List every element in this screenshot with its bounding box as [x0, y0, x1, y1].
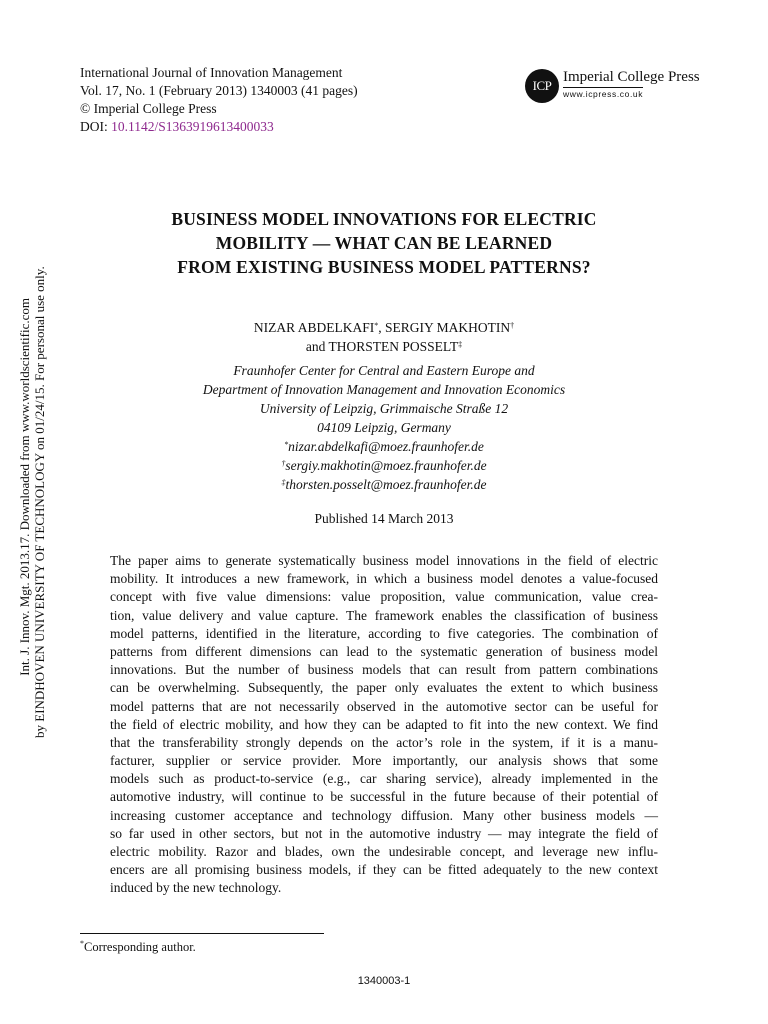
- title-line: BUSINESS MODEL INNOVATIONS FOR ELECTRIC: [171, 209, 597, 229]
- abstract-line: induced by the new technology.: [110, 880, 282, 896]
- abstract-line: model patterns that are not necessarily observed in the automotive sector can be useful for: [110, 698, 658, 714]
- author-email: [110, 456, 658, 475]
- abstract-line: tion, value delivery and value capture. The framework enables the classification of business: [110, 607, 658, 623]
- abstract-line: innovations. But the number of business models that can result from pattern combinations: [110, 662, 658, 678]
- abstract-line: patterns from different dimensions can lead to the systematic generation of business model: [110, 643, 658, 659]
- author-email: [110, 437, 658, 456]
- footnote-mark: *: [80, 939, 84, 948]
- author-mark: *: [374, 321, 379, 330]
- author-name: NIZAR ABDELKAFI: [253, 320, 375, 335]
- publisher-url: www.icpress.co.uk: [563, 89, 644, 99]
- publisher-logo: [525, 66, 700, 100]
- doi-label: DOI:: [80, 119, 108, 134]
- title-line: MOBILITY — WHAT CAN BE LEARNED: [215, 233, 553, 253]
- download-side-note: [17, 266, 47, 738]
- abstract-line: electric mobility. Razor and blades, own the undesirable concept, and leverage new influ-: [110, 844, 658, 859]
- email-address[interactable]: sergiy.makhotin@moez.fraunhofer.de: [285, 458, 487, 473]
- side-note-line-1: Int. J. Innov. Mgt. 2013.17. Downloaded from www.worldscientific.com: [17, 298, 32, 676]
- abstract: [110, 552, 658, 898]
- email-mark: *: [284, 440, 289, 449]
- author-list: [110, 318, 658, 356]
- journal-volume: Vol. 17, No. 1 (February 2013) 1340003 (41 pages): [80, 83, 358, 98]
- abstract-line: encers are all promising business models, if they can be fitted adequately to the new context: [110, 862, 658, 878]
- journal-header: [80, 64, 358, 136]
- title-line: FROM EXISTING BUSINESS MODEL PATTERNS?: [177, 257, 591, 277]
- abstract-line: the field of electric mobility, and how they can be adapted to fit into the new context. We find: [110, 716, 658, 732]
- email-mark: †: [281, 459, 286, 468]
- publication-date: Published 14 March 2013: [314, 511, 454, 526]
- page-number: 1340003-1: [357, 975, 411, 987]
- email-address[interactable]: thorsten.posselt@moez.fraunhofer.de: [285, 477, 487, 492]
- icp-logo-icon: ICP: [525, 69, 559, 103]
- footnote-text: Corresponding author.: [84, 940, 196, 954]
- abstract-line: model patterns, identified in the literature, according to five categories. The combination of: [110, 625, 658, 641]
- publisher-name: Imperial College Press: [563, 69, 700, 85]
- paper-title: [110, 207, 658, 279]
- affiliation-line: 04109 Leipzig, Germany: [317, 420, 451, 435]
- affiliation-line: Department of Innovation Management and Innovation Economics: [202, 382, 566, 397]
- abstract-line: that the transferability strongly depends on the actor’s role in the system, if it is a manu-: [110, 734, 658, 750]
- author-line-1: [110, 318, 658, 337]
- author-name: THORSTEN POSSELT: [328, 339, 459, 354]
- email-mark: ‡: [281, 478, 286, 487]
- journal-name: International Journal of Innovation Management: [80, 65, 343, 80]
- abstract-line: automotive industry, will continue to be successful in the future because of their potential of: [110, 789, 658, 805]
- abstract-line: models such as product-to-service (e.g., car sharing service), already implemented in the: [110, 771, 658, 787]
- author-email: [110, 475, 658, 494]
- author-mark: ‡: [458, 340, 463, 349]
- author-conjunction: and: [305, 339, 326, 354]
- affiliation-line: Fraunhofer Center for Central and Eastern Europe and: [233, 363, 535, 378]
- abstract-line: can be overwhelming. Subsequently, the paper only evaluates the extent to which business: [110, 680, 658, 696]
- author-name: SERGIY MAKHOTIN: [385, 320, 511, 335]
- author-line-2: [110, 337, 658, 356]
- email-address[interactable]: nizar.abdelkafi@moez.fraunhofer.de: [288, 439, 484, 454]
- abstract-line: The paper aims to generate systematically business model innovations in the field of electric: [110, 553, 658, 568]
- abstract-line: facturer, supplier or service provider. More importantly, our analysis shows that some: [110, 753, 658, 769]
- footnote-divider: [80, 933, 324, 934]
- journal-doi: [80, 118, 358, 136]
- author-mark: †: [510, 321, 515, 330]
- author-separator: ,: [378, 320, 382, 335]
- affiliation-block: [110, 361, 658, 494]
- abstract-line: so far used in other sectors, but not in the automotive industry — may integrate the field of: [110, 825, 658, 841]
- footnote: [80, 940, 196, 955]
- abstract-line: mobility. It introduces a new framework, in which a business model denotes a value-focused: [110, 571, 658, 587]
- side-note-line-2: by EINDHOVEN UNIVERSITY OF TECHNOLOGY on 01/24/15. For personal use only.: [32, 266, 47, 738]
- journal-copyright: © Imperial College Press: [80, 101, 217, 116]
- abstract-line: concept with five value dimensions: value proposition, value communication, value crea-: [110, 589, 658, 605]
- abstract-line: increasing customer acceptance and technology diffusion. Many other business models —: [110, 807, 658, 823]
- doi-link[interactable]: 10.1142/S1363919613400033: [111, 119, 274, 134]
- affiliation-line: University of Leipzig, Grimmaische Straße 12: [259, 401, 509, 416]
